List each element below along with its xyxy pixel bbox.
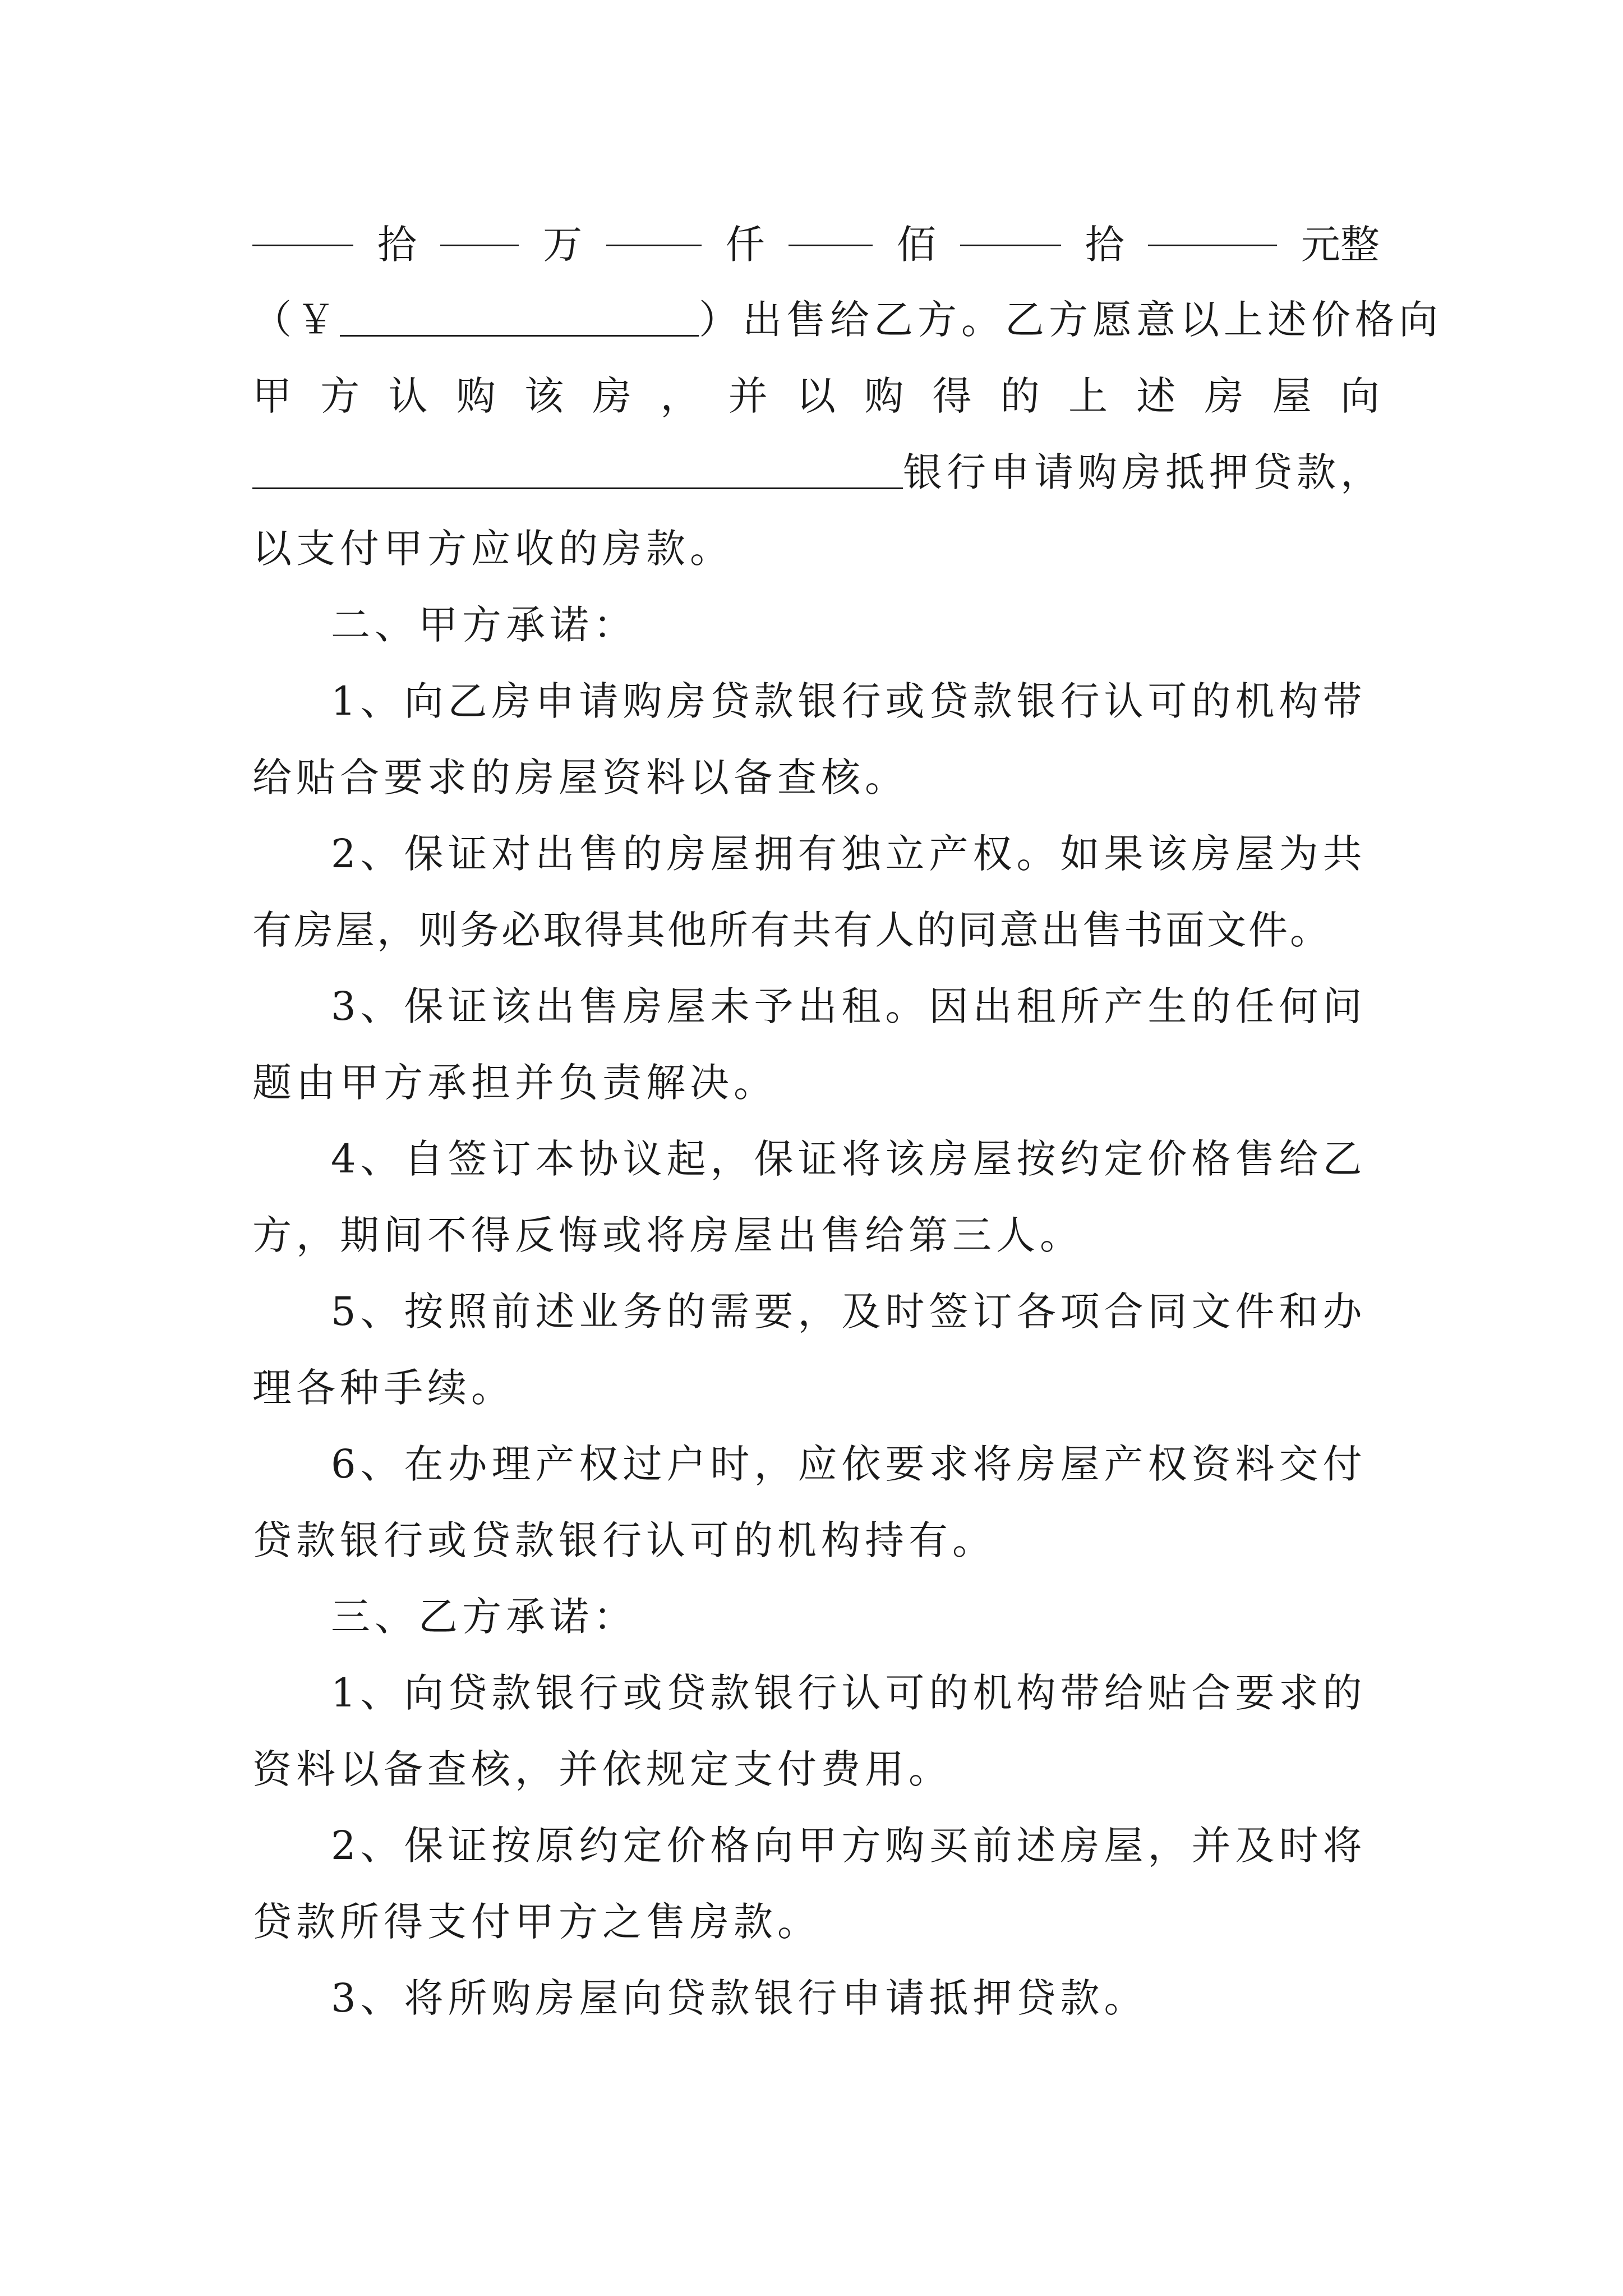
section2-item4-line2: 方，期间不得反悔或将房屋出售给第三人。 (252, 1212, 1083, 1258)
section3-item3-line1: 3、将所购房屋向贷款银行申请抵押贷款。 (331, 1975, 1148, 2021)
unit-shi: 拾 (377, 222, 417, 268)
bank-name-blank[interactable] (252, 448, 903, 489)
purchase-char: ， (660, 373, 700, 419)
section3-item1-line1: 1、向贷款银行或贷款银行认可的机构带给贴合要求的 (331, 1670, 1367, 1716)
section3-item1-line2: 资料以备查核，并依规定支付费用。 (252, 1746, 952, 1792)
unit-yuan: 元整 (1301, 222, 1380, 268)
purchase-line (252, 357, 1380, 435)
section2-item4-line1: 4、自签订本协议起，保证将该房屋按约定价格售给乙 (331, 1136, 1367, 1182)
section2-item2-line2: 有房屋，则务必取得其他所有共有人的同意出售书面文件。 (252, 907, 1331, 953)
purchase-char: 的 (1000, 373, 1040, 419)
section2-item6-line1: 6、在办理产权过户时，应依要求将房屋产权资料交付 (331, 1441, 1367, 1487)
purchase-char: 并 (728, 373, 768, 419)
yen-amount-blank[interactable] (340, 296, 699, 337)
unit-qian: 仟 (725, 222, 765, 268)
purchase-char: 屋 (1272, 373, 1312, 419)
purchase-char: 房 (592, 373, 632, 419)
purchase-char: 方 (320, 373, 360, 419)
purchase-char: 甲 (252, 373, 292, 419)
yen-open: （￥ (252, 297, 340, 343)
unit-wan: 万 (543, 222, 583, 268)
section2-heading: 二、甲方承诺： (331, 602, 637, 648)
section2-item3-line2: 题由甲方承担并负责解决。 (252, 1060, 777, 1106)
section2-item6-line2: 贷款银行或贷款银行认可的机构持有。 (252, 1517, 996, 1563)
yen-amount-line (252, 280, 1442, 359)
blank-field[interactable] (789, 205, 873, 246)
section2-item3-line1: 3、保证该出售房屋未予出租。因出租所产生的任何问 (331, 983, 1367, 1029)
section2-item2-line1: 2、保证对出售的房屋拥有独立产权。如果该房屋为共 (331, 831, 1367, 877)
purchase-char: 购 (864, 373, 904, 419)
section3-item2-line1: 2、保证按原约定价格向甲方购买前述房屋，并及时将 (331, 1823, 1367, 1869)
bank-apply-text: 银行申请购房抵押贷款， (903, 449, 1384, 495)
purchase-char: 向 (1340, 373, 1380, 419)
blank-field[interactable] (252, 205, 353, 246)
purchase-char: 购 (456, 373, 496, 419)
purchase-char: 上 (1068, 373, 1108, 419)
section2-item1-line1: 1、向乙房申请购房贷款银行或贷款银行认可的机构带 (331, 678, 1367, 724)
price-amount-line (252, 205, 1380, 284)
purchase-char: 认 (388, 373, 428, 419)
unit-shi: 拾 (1085, 222, 1124, 268)
purchase-char: 该 (524, 373, 564, 419)
section2-item1-line2: 给贴合要求的房屋资料以备查核。 (252, 754, 909, 800)
blank-field[interactable] (606, 205, 702, 246)
payment-line: 以支付甲方应收的房款。 (252, 526, 734, 572)
purchase-char: 述 (1136, 373, 1176, 419)
section2-item5-line2: 理各种手续。 (252, 1365, 515, 1411)
section3-item2-line2: 贷款所得支付甲方之售房款。 (252, 1899, 821, 1945)
sale-text: ）出售给乙方。乙方愿意以上述价格向 (699, 297, 1442, 343)
purchase-char: 房 (1204, 373, 1244, 419)
unit-bai: 佰 (897, 222, 937, 268)
blank-field[interactable] (960, 205, 1061, 246)
bank-line (252, 433, 1384, 512)
section3-heading: 三、乙方承诺： (331, 1594, 637, 1640)
blank-field[interactable] (1148, 205, 1277, 246)
purchase-char: 以 (796, 373, 836, 419)
section2-item5-line1: 5、按照前述业务的需要，及时签订各项合同文件和办 (331, 1289, 1367, 1335)
purchase-char: 得 (932, 373, 972, 419)
blank-field[interactable] (440, 205, 519, 246)
